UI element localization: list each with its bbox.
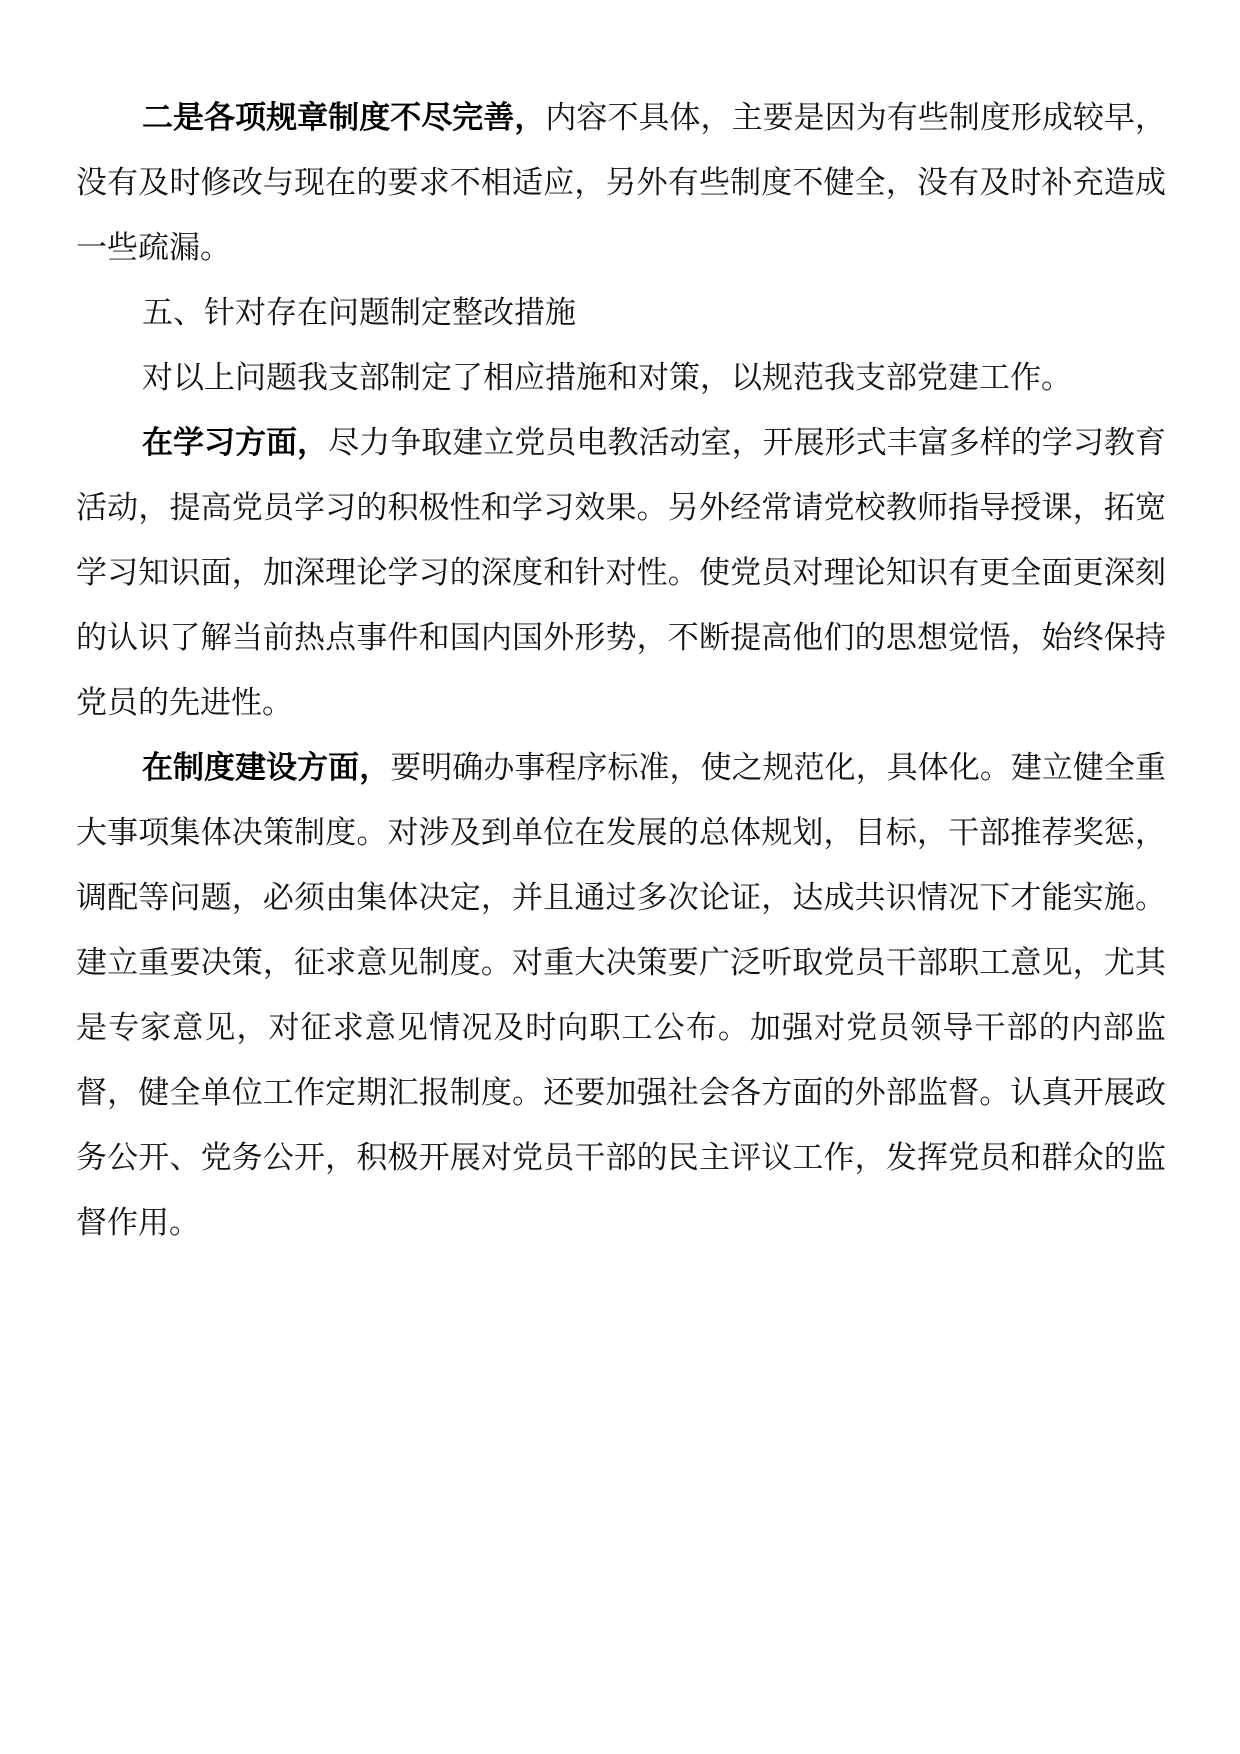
- paragraph-text: 对以上问题我支部制定了相应措施和对策，以规范我支部党建工作。: [142, 360, 1072, 396]
- paragraph-text: 尽力争取建立党员电教活动室，开展形式丰富多样的学习教育活动，提高党员学习的积极性和学习效果。另外经常请党校教师指导授课，拓宽学习知识面，加深理论学习的深度和针对性。使党员对理论知识有更全面更深刻的认识了解当前热点事件和国内国外形势，不断提高他们的思想觉悟，始终保持党员的先进性。: [76, 425, 1166, 721]
- paragraph-lead-bold: 二是各项规章制度不尽完善，: [142, 100, 546, 136]
- paragraph-rules-incomplete: [76, 86, 1166, 281]
- paragraph-text: 要明确办事程序标准，使之规范化，具体化。建立健全重大事项集体决策制度。对涉及到单位在发展的总体规划，目标，干部推荐奖惩，调配等问题，必须由集体决定，并且通过多次论证，达成共识情况下才能实施。建立重要决策，征求意见制度。对重大决策要广泛听取党员干部职工意见，尤其是专家意见，对征求意见情况及时向职工公布。加强对党员领导干部的内部监督，健全单位工作定期汇报制度。还要加强社会各方面的外部监督。认真开展政务公开、党务公开，积极开展对党员干部的民主评议工作，发挥党员和群众的监督作用。: [76, 750, 1166, 1241]
- paragraph-lead-bold: 在制度建设方面，: [142, 750, 391, 786]
- paragraph-study-measures: [76, 411, 1166, 736]
- paragraph-text: 内容不具体，主要是因为有些制度形成较早，没有及时修改与现在的要求不相适应，另外有些制度不健全，没有及时补充造成一些疏漏。: [76, 100, 1166, 266]
- paragraph-lead-bold: 在学习方面，: [142, 425, 329, 461]
- section-heading-text: 五、针对存在问题制定整改措施: [142, 295, 576, 331]
- document-body: [76, 86, 1166, 1256]
- paragraph-intro-measures: [76, 346, 1166, 411]
- paragraph-system-building-measures: [76, 736, 1166, 1256]
- section-heading-rectification: [76, 281, 1166, 346]
